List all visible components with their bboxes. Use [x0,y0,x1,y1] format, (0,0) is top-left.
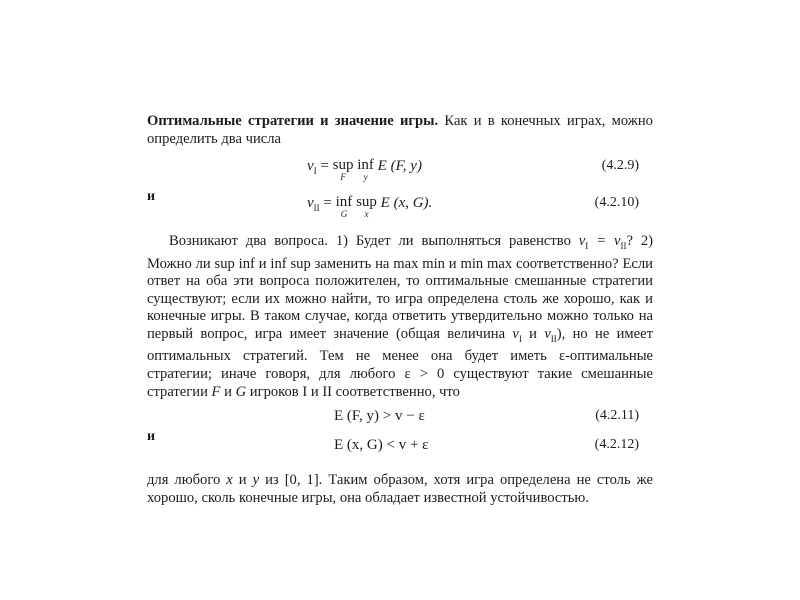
text-run: и [220,383,236,400]
formula-lhs: v [307,158,314,174]
operator-inf [357,158,374,182]
formula-expression [307,195,432,219]
formula-eq: = [316,158,333,174]
text-run: из [0, 1]. Таким образом, хотя игра определена не столь же хорошо, сколь конечные игры, она обладает известной устойчивостью. [147,472,653,506]
text-run: Возникают два вопроса. 1) Будет ли выполняться равенство [169,233,571,249]
text-run: ? 2) Можно ли sup inf и inf sup заменить на max min и min max соответственно? Если ответ на оба эти вопроса положителен, то оптимальные смешанные стратегии существуют; если их можно найти, то игра определена столь же хорошо, как и конечные игры. В таком случае, когда ответить утвердительно можно только на первый вопрос, игра имеет значение (общая величина [147,233,654,342]
formula-4-2-11 [147,408,647,430]
conjunction: и [147,429,156,444]
formula-lhs: v [307,195,314,211]
main-paragraph [147,233,653,401]
formula-lhs-sub: I [313,166,317,176]
subscript: I [518,333,522,344]
symbol-v: v [578,233,586,249]
operator-inf [336,195,353,219]
symbol-G: G [235,383,247,400]
equation-number: (4.2.12) [594,437,639,452]
formula-expression: E (F, y) > v − ε [334,408,425,424]
operator-limit: y [363,172,368,182]
conjunction: и [147,189,156,204]
operator-name: sup [332,157,354,173]
symbol-v: v [544,325,551,342]
operator-limit: x [364,209,369,219]
text-run: ), но не имеет оптимальных стратегий. Тем не менее она будет иметь ε-оптимальные стратегии; иначе говоря, для любого ε > 0 существуют такие смешанные стратегии [147,325,654,400]
text-run: игроков I и II соответственно, что [246,383,460,400]
symbol-x: x [226,472,233,488]
operator-name: sup [356,194,377,210]
section-heading: Оптимальные стратегии и значение игры. [147,113,439,129]
formula-rhs: E (x, G). [376,195,433,211]
intro-text: Как и в конечных играх, можно определить два числа [147,113,653,147]
symbol-v: = v [588,233,621,249]
operator-sup [333,158,354,182]
symbol-v: v [512,325,519,342]
text-run: и [521,325,545,342]
operator-sup [356,195,377,219]
formula-lhs-sub: II [313,203,320,213]
symbol-F: F [211,383,221,400]
intro-paragraph [147,113,653,148]
closing-paragraph [147,472,653,507]
formula-eq: = [319,195,336,211]
formula-rhs: E (F, y) [373,158,422,174]
operator-limit: F [340,172,346,182]
subscript: I [585,240,589,251]
operator-name: inf [335,194,353,210]
operator-limit: G [340,209,348,219]
formula-4-2-9 [147,158,647,180]
formula-4-2-10 [147,189,647,219]
equation-number: (4.2.9) [601,158,639,173]
equation-number: (4.2.11) [595,408,639,423]
text-run: для любого [147,472,227,488]
operator-name: inf [357,157,374,173]
text-run: и [232,472,253,488]
formula-expression [307,158,422,182]
subscript: II [620,240,627,251]
subscript: II [550,333,557,344]
formula-expression: E (x, G) < v + ε [334,437,429,453]
symbol-y: y [252,472,260,488]
formula-4-2-12 [147,429,647,459]
equation-number: (4.2.10) [594,195,639,210]
